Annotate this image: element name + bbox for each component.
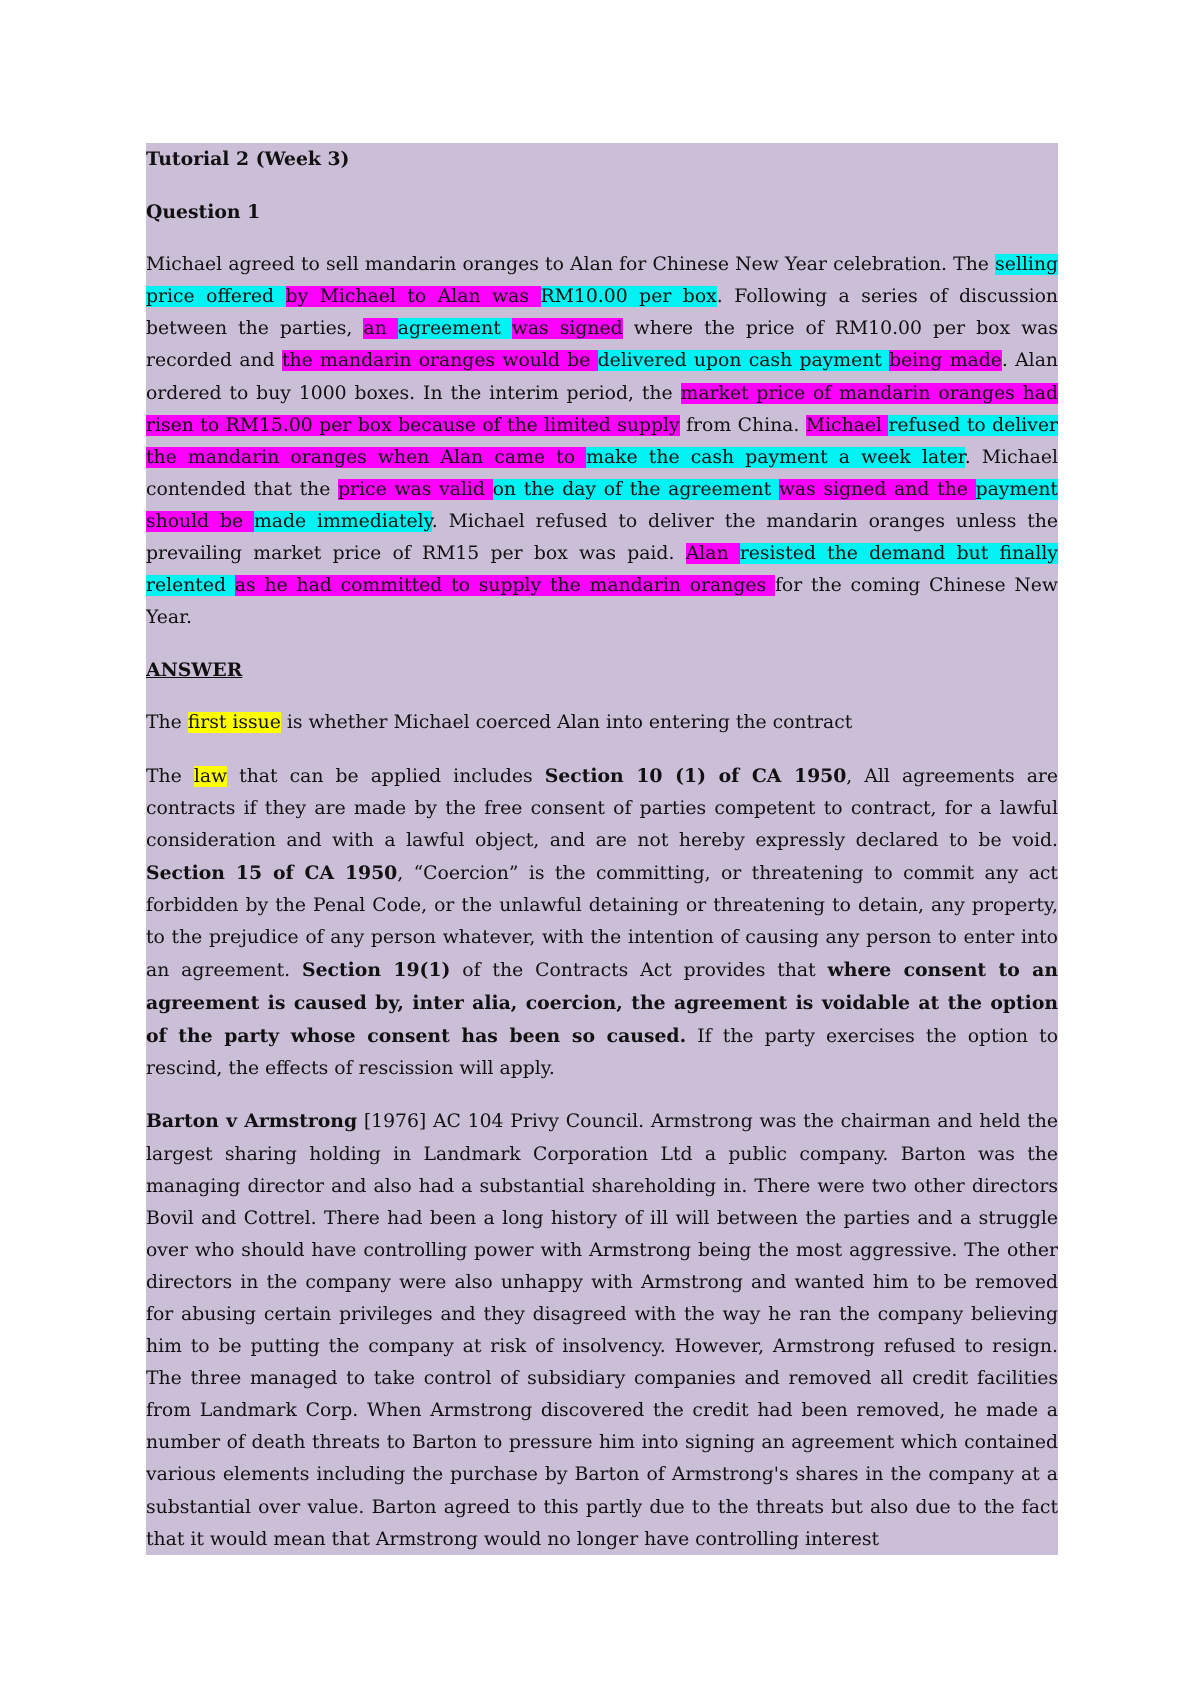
text-run: made immediately: [254, 510, 432, 532]
text-run: . Following a series of discussion between the parties,: [146, 286, 1058, 340]
text-run: the mandarin oranges when Alan came to: [146, 446, 587, 468]
text-run: an: [363, 318, 398, 340]
text-run: If the party exercises the option to rescind, the effects of rescission will apply.: [146, 1026, 1058, 1080]
text-run: delivered upon cash payment: [597, 350, 890, 372]
text-run: market price of mandarin oranges had risen to RM15.00 per box because of the limited supply: [146, 382, 1058, 436]
question-paragraph: [146, 249, 1058, 634]
text-run: . Michael refused to deliver the mandarin oranges unless the prevailing market price of RM15 per box was paid.: [146, 510, 1058, 565]
text-run: should be: [146, 510, 254, 532]
text-run: refused to deliver: [888, 414, 1058, 436]
text-run: first issue: [187, 712, 281, 734]
text-run: resisted the demand but finally relented: [146, 543, 1058, 597]
document-content: [146, 143, 1058, 1555]
answer-heading-block: [146, 654, 1058, 687]
text-run: price was valid: [338, 478, 493, 500]
question-heading: Question 1: [146, 201, 261, 224]
text-run: The: [146, 765, 194, 787]
text-run: that can be applied includes: [227, 765, 545, 787]
text-run: where the price of RM10.00 per box was recorded and: [146, 318, 1058, 372]
law-paragraph: [146, 760, 1058, 1086]
text-run: as he had committed to supply the mandarin oranges: [234, 575, 775, 597]
text-run: [1976] AC 104 Privy Council. Armstrong was the chairman and held the largest sharing holding in Landmark Corporation Ltd a public company. Barton was the managing director and also had a substantial shareholding in. There were two other directors Bovil and Cottrel. There had been a long history of ill will between the parties and a struggle over who should have controlling power with Armstrong being the most aggressive. The other directors in the company were also unhappy with Armstrong and wanted him to be removed for abusing certain privileges and they disagreed with the way he ran the company believing him to be putting the company at risk of insolvency. However, Armstrong refused to resign. The three managed to take control of subsidiary companies and removed all credit facilities from Landmark Corp. When Armstrong discovered the credit had been removed, he made a number of death threats to Barton to pressure him into signing an agreement which contained various elements including the purchase by Barton of Armstrong's shares in the company at a substantial over value. Barton agreed to this partly due to the threats but also due to the fact that it would mean that Armstrong would no longer have controlling interest: [146, 1111, 1058, 1550]
text-run: Barton v Armstrong: [146, 1110, 358, 1133]
text-run: RM10.00 per box: [540, 286, 717, 308]
text-run: of the Contracts Act provides that: [450, 960, 828, 982]
text-run: Michael: [805, 414, 889, 436]
text-run: . Alan ordered to buy 1000 boxes. In the interim period, the: [146, 350, 1058, 404]
text-run: . Michael contended that the: [146, 446, 1058, 500]
text-run: payment: [975, 478, 1058, 500]
text-run: Section 19(1): [302, 959, 451, 982]
text-run: the mandarin oranges would be: [281, 350, 598, 372]
text-run: is whether Michael coerced Alan into entering the contract: [280, 712, 853, 734]
text-run: was signed and the: [778, 478, 976, 500]
text-run: Alan: [685, 543, 740, 565]
tutorial-title: Tutorial 2 (Week 3): [146, 148, 350, 170]
answer-heading: ANSWER: [146, 659, 243, 682]
title-block: [146, 143, 1058, 176]
text-run: Section 15 of CA 1950: [146, 861, 398, 884]
issue-paragraph: [146, 707, 1058, 739]
text-run: by Michael to Alan was: [285, 286, 541, 308]
text-run: , “Coercion” is the committing, or threatening to commit any act forbidden by the Penal Code, or the unlawful detaining or threatening to detain, any property, to the prejudice of any person whatever, with the intention of causing any person to enter into an agreement.: [146, 862, 1058, 982]
text-run: selling price offered: [146, 254, 1058, 308]
text-run: agreement: [397, 318, 512, 340]
text-run: was signed: [511, 318, 623, 340]
text-run: for the coming Chinese New Year.: [146, 575, 1058, 629]
text-run: from China.: [679, 414, 806, 436]
text-run: The: [146, 712, 188, 734]
text-run: , All agreements are contracts if they are made by the free consent of parties competent to contract, for a lawful consideration and with a lawful object, and are not hereby expressly declared to be void.: [146, 765, 1058, 851]
text-run: Section 10 (1) of CA 1950: [544, 764, 847, 787]
text-run: Michael agreed to sell mandarin oranges to Alan for Chinese New Year celebration. The: [146, 254, 996, 276]
text-run: where consent to an agreement is caused by, inter alia, coercion, the agreement is voidable at the option of the party whose consent has been so caused.: [146, 959, 1058, 1048]
case-paragraph: [146, 1105, 1058, 1555]
text-run: on the day of the agreement: [492, 478, 779, 500]
question-heading-block: [146, 196, 1058, 229]
text-run: make the cash payment a week later: [586, 446, 965, 468]
text-run: being made: [889, 350, 1002, 372]
text-run: law: [193, 765, 228, 787]
